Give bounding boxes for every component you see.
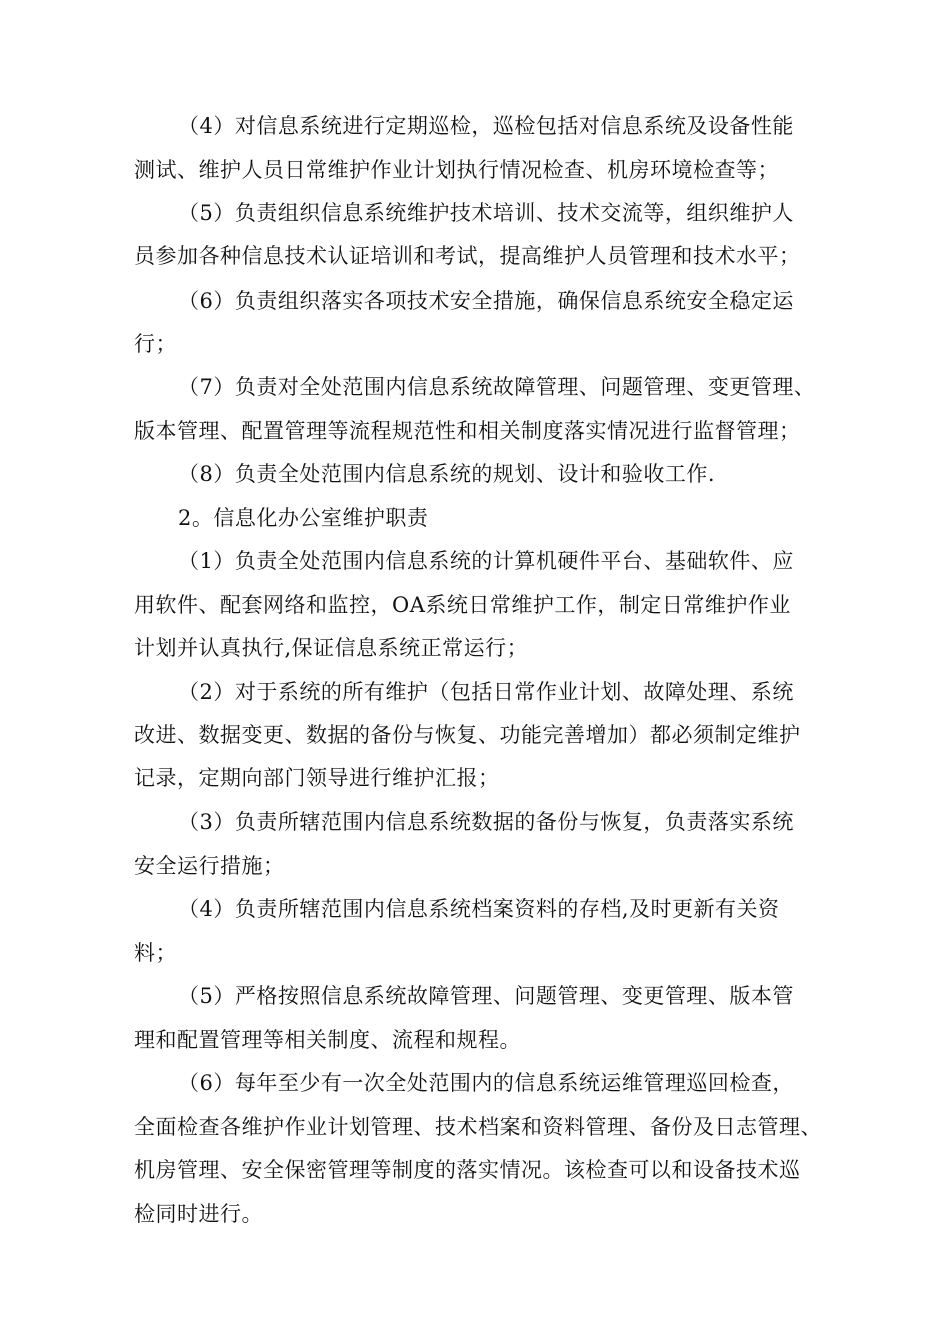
text-line: 计划并认真执行,保证信息系统正常运行；	[134, 636, 529, 660]
text-line: （5）严格按照信息系统故障管理、问题管理、变更管理、版本管	[178, 984, 794, 1008]
text-line: （4）负责所辖范围内信息系统档案资料的存档,及时更新有关资	[178, 897, 780, 921]
text-line: 用软件、配套网络和监控，OA系统日常维护工作，制定日常维护作业	[134, 593, 791, 617]
text-line: （2）对于系统的所有维护（包括日常作业计划、故障处理、系统	[178, 680, 794, 704]
text-line: 机房管理、安全保密管理等制度的落实情况。该检查可以和设备技术巡	[134, 1158, 801, 1182]
text-line: （7）负责对全处范围内信息系统故障管理、问题管理、变更管理、	[178, 375, 816, 399]
text-line: （1）负责全处范围内信息系统的计算机硬件平台、基础软件、应	[178, 549, 794, 573]
text-line: （6）负责组织落实各项技术安全措施，确保信息系统安全稳定运	[178, 289, 794, 313]
text-line: 全面检查各维护作业计划管理、技术档案和资料管理、备份及日志管理、	[134, 1115, 822, 1139]
text-line: （3）负责所辖范围内信息系统数据的备份与恢复，负责落实系统	[178, 810, 794, 834]
text-line: 理和配置管理等相关制度、流程和规程。	[134, 1028, 521, 1052]
text-line: 检同时进行。	[134, 1202, 263, 1226]
text-line: 安全运行措施；	[134, 854, 285, 878]
text-line: 测试、维护人员日常维护作业计划执行情况检查、机房环境检查等；	[134, 158, 779, 182]
text-line: 行；	[134, 332, 177, 356]
text-line: 改进、数据变更、数据的备份与恢复、功能完善增加）都必须制定维护	[134, 723, 801, 747]
text-line: 员参加各种信息技术认证培训和考试，提高维护人员管理和技术水平；	[134, 244, 801, 268]
text-line: 料；	[134, 941, 177, 965]
text-line: 版本管理、配置管理等流程规范性和相关制度落实情况进行监督管理；	[134, 419, 801, 443]
section-heading: 2。信息化办公室维护职责	[178, 506, 429, 530]
text-line: （5）负责组织信息系统维护技术培训、技术交流等，组织维护人	[178, 201, 794, 225]
text-line: （8）负责全处范围内信息系统的规划、设计和验收工作.	[178, 462, 716, 486]
text-line: （6）每年至少有一次全处范围内的信息系统运维管理巡回检查，	[178, 1071, 794, 1095]
text-line: （4）对信息系统进行定期巡检，巡检包括对信息系统及设备性能	[178, 114, 794, 138]
text-line: 记录，定期向部门领导进行维护汇报；	[134, 766, 500, 790]
